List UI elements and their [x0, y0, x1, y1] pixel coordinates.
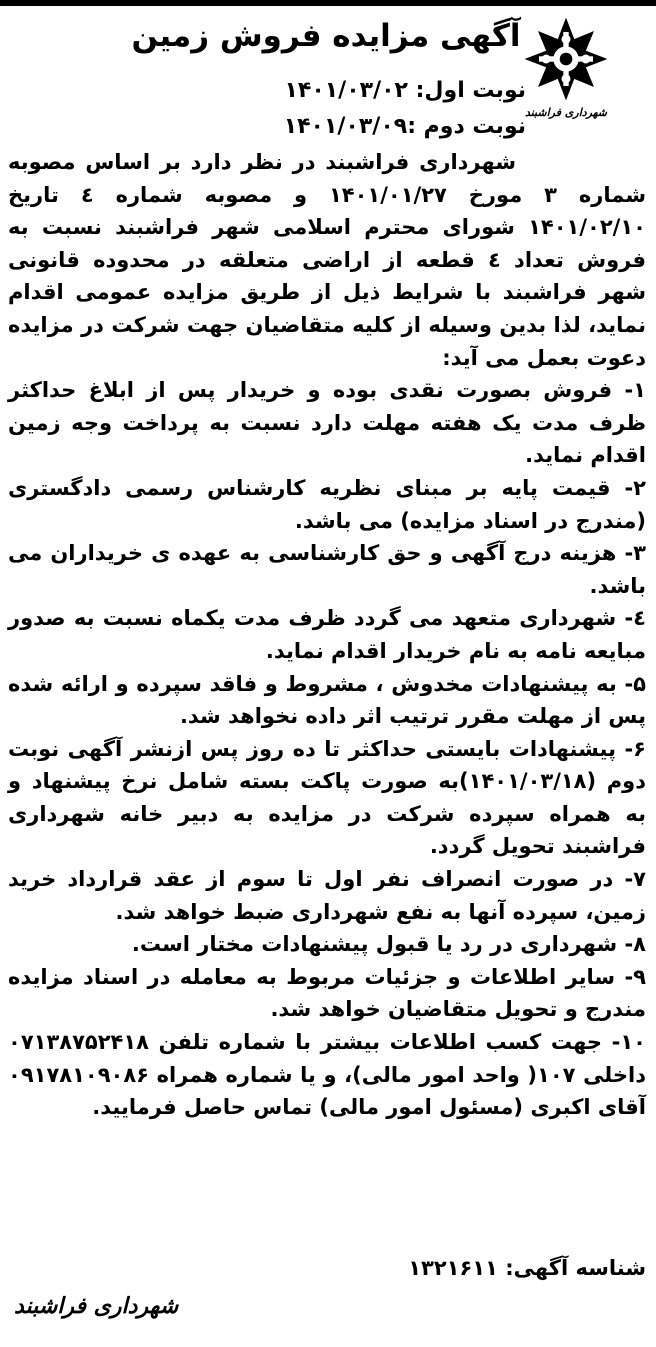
municipality-logo: [520, 14, 612, 126]
condition-item: ۵- به پیشنهادات مخدوش ، مشروط و فاقد سپرده و ارائه شده پس از مهلت مقرر ترتیب اثر داده نخواهد شد.: [8, 671, 646, 729]
ad-body: [8, 146, 646, 1124]
condition-item: ٤- شهرداری متعهد می گردد ظرف مدت یکماه نسبت به صدور مبایعه نامه به نام خریدار اقدام نماید.: [8, 606, 646, 663]
ad-identifier: شناسه آگهی: ۱۳۲۱۶۱۱: [408, 1256, 646, 1280]
signature: شهرداری فراشبند: [14, 1294, 179, 1319]
flower-emblem-icon: [520, 14, 612, 104]
condition-item: ۷- در صورت انصراف نفر اول تا سوم از عقد قرارداد خرید زمین، سپرده آنها به نفع شهرداری ضبط خواهد شد.: [8, 867, 646, 924]
logo-caption: شهرداری فراشبند: [524, 106, 608, 119]
condition-item: ۱۰- جهت کسب اطلاعات بیشتر با شماره تلفن ۰۷۱۳۸۷۵۲۴۱۸ داخلی ۱۰۷( واحد امور مالی)، و یا شماره همراه ۰۹۱۷۸۱۰۹۰۸۶ آقای اکبری (مسئول امور مالی) تماس حاصل فرمایید.: [8, 1030, 646, 1120]
condition-item: ۶- پیشنهادات بایستی حداکثر تا ده روز پس ازنشر آگهی نوبت دوم (۱۴۰۱/۰۳/۱۸)به صورت پاکت بسته شامل نرخ پیشنهاد و به همراه سپرده شرکت در مزایده به دبیر خانه شهرداری فراشبند تحویل گردد.: [8, 736, 646, 859]
condition-item: ۱- فروش بصورت نقدی بوده و خریدار پس از ابلاغ حداکثر ظرف مدت یک هفته مهلت دارد نسبت به پرداخت وجه زمین اقدام نماید.: [8, 378, 646, 468]
condition-item: ۲- قیمت پایه بر مبنای نظریه کارشناس رسمی دادگستری (مندرج در اسناد مزایده) می باشد.: [8, 475, 646, 533]
condition-item: ۹- سایر اطلاعات و جزئیات مربوط به معامله در اسناد مزایده مندرج و تحویل متقاضیان خواهد شد.: [8, 964, 646, 1022]
top-border: [0, 0, 656, 6]
second-round-date: نوبت دوم :۱۴۰۱/۰۳/۰۹: [283, 114, 526, 139]
intro-paragraph: شهرداری فراشبند در نظر دارد بر اساس مصوبه شماره ۳ مورخ ۱۴۰۱/۰۱/۲۷ و مصوبه شماره ٤ تاریخ ۱۴۰۱/۰۲/۱۰ شورای محترم اسلامی شهر فراشبند نسبت به فروش تعداد ٤ قطعه از اراضی متعلقه در محدوده قانونی شهر فراشبند با شرایط ذیل از طریق مزایده عمومی اقدام نماید، لذا بدین وسیله از کلیه متقاضیان جهت شرکت در مزایده دعوت بعمل می آید:: [8, 150, 646, 370]
first-round-date: نوبت اول: ۱۴۰۱/۰۳/۰۲: [284, 78, 526, 103]
condition-item: ۳- هزینه درج آگهی و حق کارشناسی به عهده ی خریداران می باشد.: [8, 541, 646, 598]
condition-item: ۸- شهرداری در رد یا قبول پیشنهادات مختار است.: [131, 932, 646, 957]
ad-title: آگهی مزایده فروش زمین: [131, 18, 521, 54]
